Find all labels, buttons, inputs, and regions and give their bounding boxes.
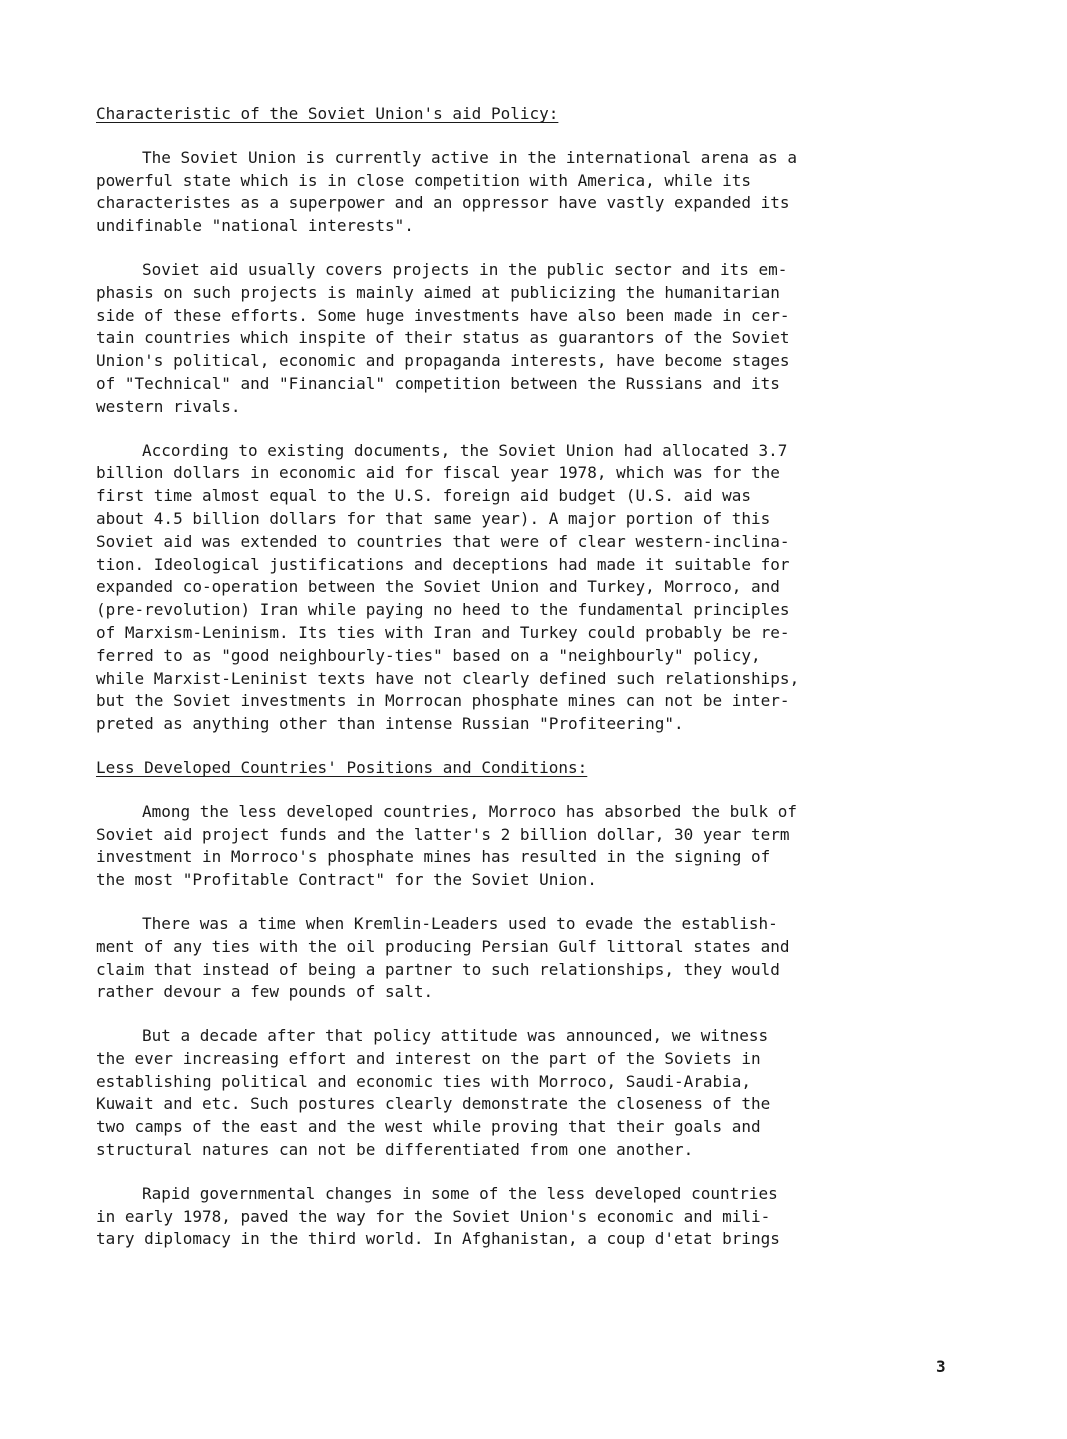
text-line: of Marxism-Leninism. Its ties with Iran and Turkey could probably be re- [96,622,790,642]
text-line: ferred to as "good neighbourly-ties" based on a "neighbourly" policy, [96,645,761,665]
text-line: Soviet aid project funds and the latter's 2 billion dollar, 30 year term [96,824,790,844]
document-body [96,103,911,1272]
text-line: There was a time when Kremlin-Leaders used to evade the establish- [142,913,778,933]
text-line: Among the less developed countries, Morroco has absorbed the bulk of [142,801,798,821]
text-line: of "Technical" and "Financial" competition between the Russians and its [96,373,780,393]
text-line: first time almost equal to the U.S. foreign aid budget (U.S. aid was [96,486,752,506]
paragraph-soviet-activity [96,147,911,238]
text-line: preted as anything other than intense Russian "Profiteering". [96,714,684,734]
text-line: billion dollars in economic aid for fiscal year 1978, which was for the [96,463,780,483]
text-line: investment in Morroco's phosphate mines has resulted in the signing of [96,847,771,867]
paragraph-aid-budget [96,440,911,736]
text-line: the ever increasing effort and interest on the part of the Soviets in [96,1048,761,1068]
text-line: while Marxist-Leninist texts have not clearly defined such relationships, [96,668,800,688]
paragraph-kremlin-leaders [96,913,911,1004]
text-line: ment of any ties with the oil producing Persian Gulf littoral states and [96,936,790,956]
text-line: establishing political and economic ties with Morroco, Saudi-Arabia, [96,1071,752,1091]
text-line: tary diplomacy in the third world. In Afghanistan, a coup d'etat brings [96,1229,780,1249]
text-line: tain countries which inspite of their status as guarantors of the Soviet [96,328,790,348]
text-line: (pre-revolution) Iran while paying no heed to the fundamental principles [96,600,790,620]
text-line: western rivals. [96,396,241,416]
text-line: Kuwait and etc. Such postures clearly demonstrate the closeness of the [96,1094,771,1114]
text-line: Soviet aid usually covers projects in the public sector and its em- [142,259,788,279]
text-line: Rapid governmental changes in some of the less developed countries [142,1183,778,1203]
section-heading-less-developed: Less Developed Countries' Positions and Conditions: [96,757,588,777]
section-heading-aid-policy: Characteristic of the Soviet Union's aid Policy: [96,104,559,123]
text-line: about 4.5 billion dollars for that same year). A major portion of this [96,508,771,528]
page-number: 3 [936,1357,946,1376]
text-line: Soviet aid was extended to countries that were of clear western-inclina- [96,531,790,551]
text-line: powerful state which is in close competition with America, while its [96,170,752,190]
text-line: But a decade after that policy attitude was announced, we witness [142,1026,769,1046]
text-line: undifinable "national interests". [96,216,414,236]
text-line: but the Soviet investments in Morrocan phosphate mines can not be inter- [96,691,790,711]
text-line: tion. Ideological justifications and deceptions had made it suitable for [96,554,790,574]
paragraph-soviet-aid-projects [96,259,911,419]
text-line: the most "Profitable Contract" for the Soviet Union. [96,870,597,890]
paragraph-governmental-changes [96,1183,911,1251]
text-line: expanded co-operation between the Soviet Union and Turkey, Morroco, and [96,577,780,597]
text-line: Union's political, economic and propaganda interests, have become stages [96,351,790,371]
text-line: two camps of the east and the west while proving that their goals and [96,1117,761,1137]
text-line: side of these efforts. Some huge investments have also been made in cer- [96,305,790,325]
text-line: in early 1978, paved the way for the Soviet Union's economic and mili- [96,1206,771,1226]
text-line: characteristes as a superpower and an oppressor have vastly expanded its [96,193,790,213]
text-line: According to existing documents, the Soviet Union had allocated 3.7 [142,440,788,460]
text-line: structural natures can not be differentiated from one another. [96,1140,694,1160]
paragraph-morroco-aid [96,801,911,892]
paragraph-decade-after [96,1025,911,1162]
text-line: rather devour a few pounds of salt. [96,982,434,1002]
text-line: claim that instead of being a partner to such relationships, they would [96,959,780,979]
text-line: phasis on such projects is mainly aimed at publicizing the humanitarian [96,282,780,302]
text-line: The Soviet Union is currently active in the international arena as a [142,147,798,167]
